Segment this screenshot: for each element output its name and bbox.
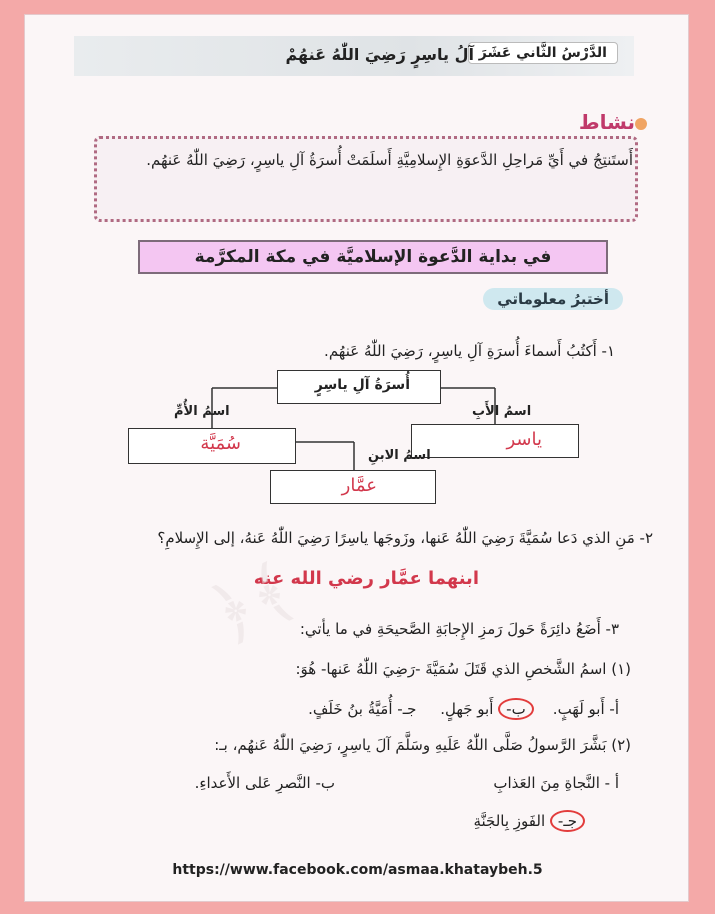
- father-box: [411, 424, 579, 458]
- footer-url[interactable]: https://www.facebook.com/asmaa.khataybeh.5: [172, 862, 543, 878]
- family-box: [277, 370, 441, 404]
- family-label: أُسرَةُ آلِ ياسِرٍ: [314, 377, 410, 393]
- son-answer: عمَّار: [341, 475, 377, 496]
- father-answer: ياسر: [506, 429, 542, 450]
- q3-item1-opt-b: أَبو جَهلٍ.: [440, 700, 494, 718]
- father-label: اسمُ الأَبِ: [472, 404, 532, 419]
- q3-item2-opt-c-letter: جـ-: [550, 810, 585, 832]
- q3-prompt: ٣- أَضَعُ دائِرَةً حَولَ رَمزِ الإِجابَةِ الصَّحيحَةِ في ما يأتي:: [299, 620, 619, 638]
- q3-item2: (٢) بَشَّرَ الرَّسولُ صَلَّى اللّٰهُ عَلَيهِ وسَلَّمَ آلَ ياسِرٍ، رَضِيَ اللّٰهُ عَنهُم، بـ:: [214, 736, 631, 754]
- q3-item2-opt-c-row: [473, 810, 585, 832]
- q3-item2-opt-b: ب- النَّصرِ عَلى الأَعداءِ.: [194, 774, 335, 792]
- mother-answer: سُمَيَّة: [200, 433, 241, 454]
- q3-item1-opt-a: أ- أَبو لَهَبٍ.: [552, 700, 619, 718]
- lesson-title: آلُ ياسِرٍ رَضِيَ اللّٰهُ عَنهُمْ: [285, 45, 474, 64]
- q3-item2-opt-a: أ - النَّجاةِ مِنَ العَذابِ: [493, 774, 619, 792]
- q3-item1-opt-c: جـ- أُمَيَّةُ بنُ خَلَفٍ.: [308, 700, 417, 718]
- activity-label: نشاط: [578, 110, 635, 134]
- test-label: أختبرُ معلوماتي: [483, 288, 623, 310]
- watermark: ﴾﴿: [196, 546, 309, 658]
- son-box: [270, 470, 436, 504]
- lesson-number: الدَّرْسُ الثَّاني عَشَرَ: [468, 42, 618, 64]
- mother-box: [128, 428, 296, 464]
- q3-item1-opt-b-letter: ب-: [498, 698, 534, 720]
- section-banner: في بداية الدَّعوة الإسلاميَّة في مكة المكرَّمة: [138, 240, 608, 274]
- q3-item1-options: [308, 698, 619, 720]
- q2-prompt: ٢- مَنِ الذي دَعا سُمَيَّةَ رَضِيَ اللّٰهُ عَنها، وزَوجَها ياسِرًا رَضِيَ اللّٰهُ عَنهُ، إلى الإِسلامِ؟: [157, 529, 653, 547]
- q2-answer: ابنهما عمَّار رضي الله عنه: [253, 568, 479, 589]
- son-label: اسمُ الابنِ: [368, 448, 431, 463]
- activity-text: أَستَنتِجُ في أَيِّ مَراحِلِ الدَّعوَةِ الإِسلامِيَّةِ أَسلَمَتْ أُسرَةُ آلِ ياسِرٍ، رَضِيَ اللّٰهُ عَنهُم.: [146, 151, 633, 169]
- q1-prompt: ١- أَكتُبُ أَسماءَ أُسرَةِ آلِ ياسِرٍ، رَضِيَ اللّٰهُ عَنهُم.: [324, 342, 615, 360]
- mother-label: اسمُ الأُمِّ: [174, 404, 230, 419]
- q3-item1: (١) اسمُ الشَّخصِ الذي قَتَلَ سُمَيَّةَ -رَضِيَ اللّٰهُ عَنها- هُوَ:: [295, 660, 631, 678]
- q3-item2-opt-c: الفَوزِ بِالجَنَّةِ: [473, 812, 546, 830]
